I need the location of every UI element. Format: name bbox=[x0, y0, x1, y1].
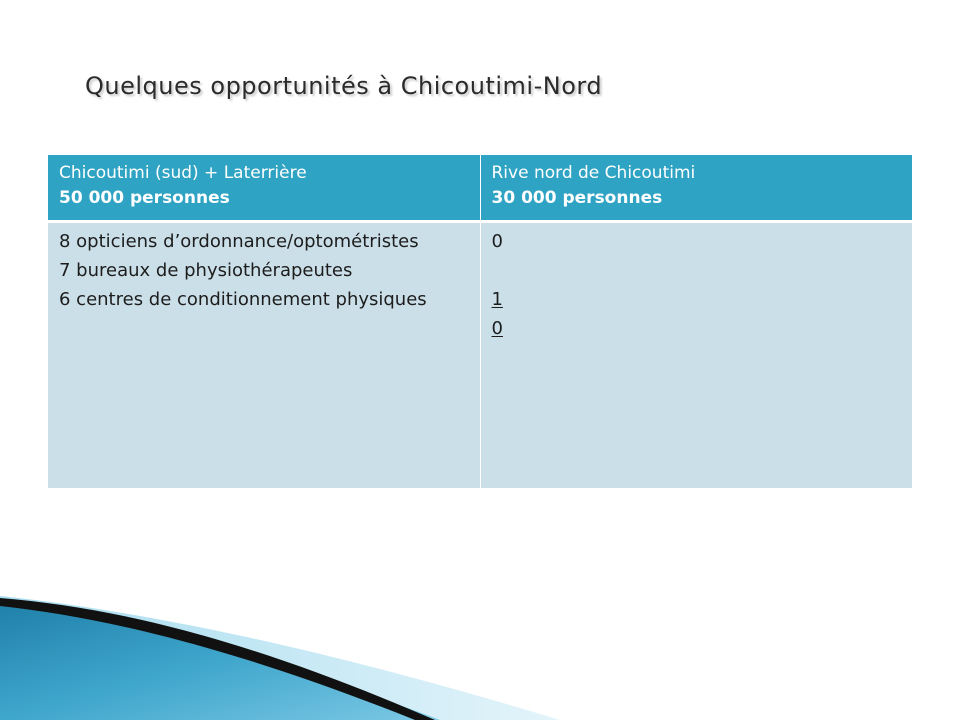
comparison-table bbox=[48, 155, 912, 488]
page-title: Quelques opportunités à Chicoutimi-Nord bbox=[85, 72, 603, 100]
value-physiotherapeutes: 1 bbox=[491, 288, 503, 310]
value-opticiens: 0 bbox=[491, 230, 503, 252]
body-cell-north bbox=[480, 221, 912, 488]
list-item-physiotherapeutes: 7 bureaux de physiothérapeutes bbox=[59, 259, 353, 281]
table-row bbox=[48, 221, 912, 488]
header-cell-south bbox=[48, 155, 480, 221]
list-item-conditionnement: 6 centres de conditionnement physiques bbox=[59, 288, 427, 310]
header-north-population: 30 000 personnes bbox=[491, 188, 663, 208]
body-cell-south bbox=[48, 221, 480, 488]
table-header-row bbox=[48, 155, 912, 221]
value-conditionnement: 0 bbox=[491, 317, 503, 339]
header-south-region: Chicoutimi (sud) + Laterrière bbox=[59, 163, 307, 183]
header-north-region: Rive nord de Chicoutimi bbox=[491, 163, 696, 183]
header-south-population: 50 000 personnes bbox=[59, 188, 230, 208]
header-cell-north bbox=[480, 155, 912, 221]
value-spacer bbox=[492, 256, 903, 285]
list-item-opticiens: 8 opticiens d’ordonnance/optométristes bbox=[59, 230, 419, 252]
